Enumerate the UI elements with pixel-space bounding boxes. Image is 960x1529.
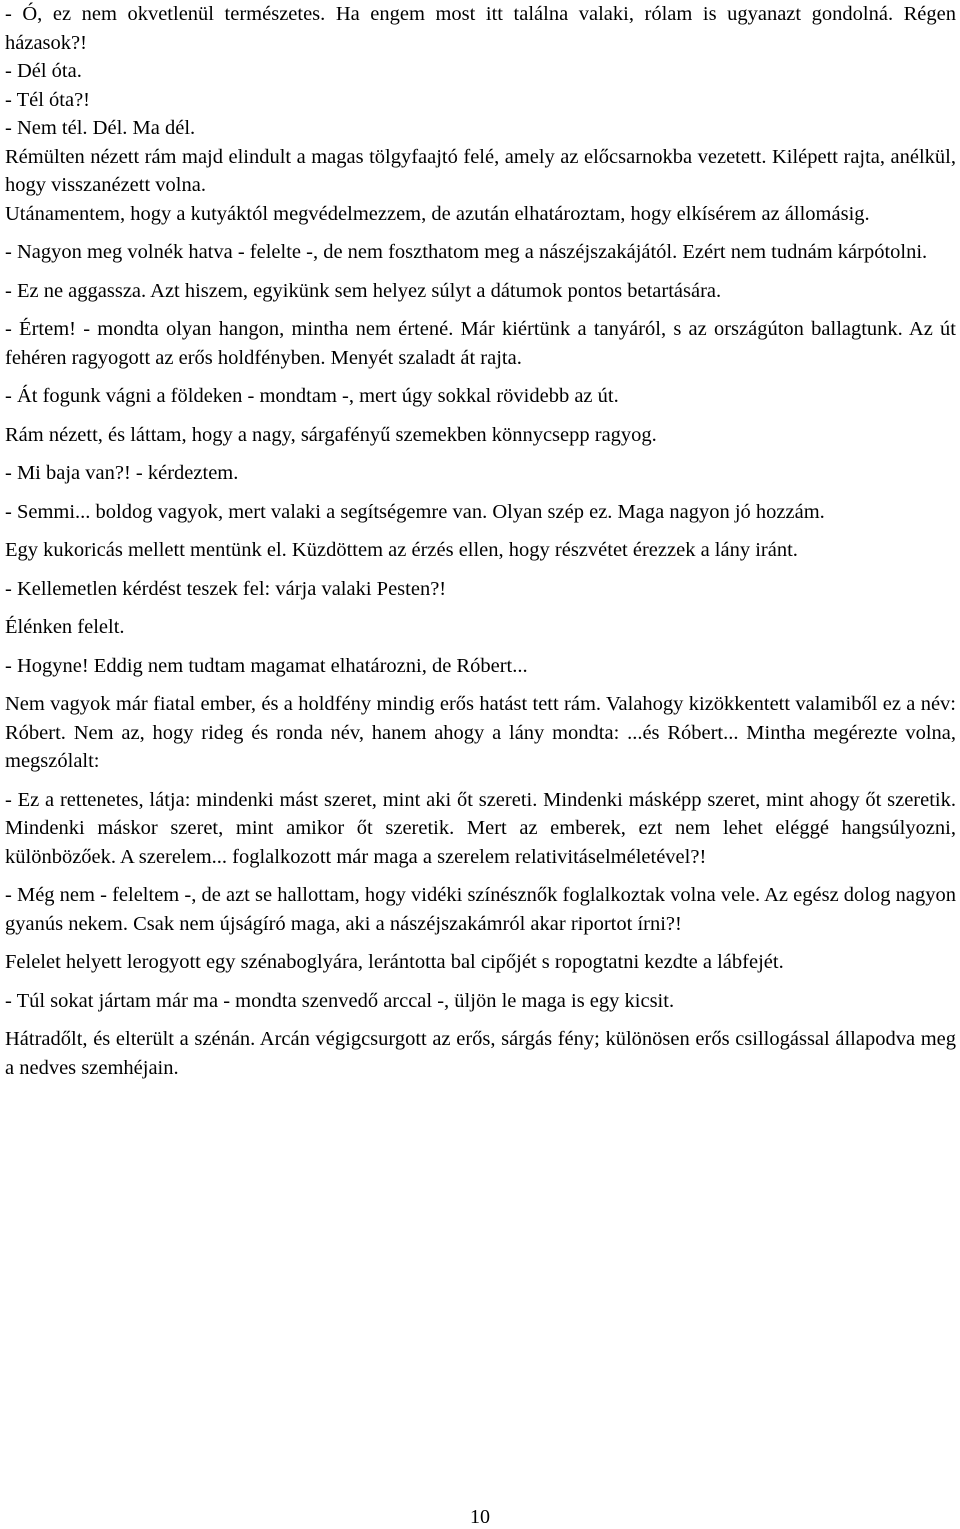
paragraph: Egy kukoricás mellett mentünk el. Küzdöttem az érzés ellen, hogy részvétet érezzek a lány iránt. xyxy=(5,539,798,561)
paragraph: - Semmi... boldog vagyok, mert valaki a segítségemre van. Olyan szép ez. Maga nagyon jó hozzám. xyxy=(5,500,825,523)
paragraph: Utánamentem, hogy a kutyáktól megvédelmezzem, de azután elhatároztam, hogy elkísérem az állomásig. xyxy=(5,202,870,225)
paragraph: Hátradőlt, és elterült a szénán. Arcán végigcsurgott az erős, sárgás fény; különösen erős csillogással állapodva meg a nedves szemhéjain. xyxy=(5,1028,956,1079)
paragraph: - Nem tél. Dél. Ma dél. xyxy=(5,117,196,139)
paragraph: - Ez a rettenetes, látja: mindenki mást szeret, mint aki őt szereti. Mindenki másképp szeret, mint ahogy őt szeretik. Mindenki máskor szeret, mint amikor őt szeretik. Mert az emberek, ezt nem lehet eléggé hangsúlyozni, különbözőek. A szerelem... foglalkozott már maga a szerelem relativitáselméletével?! xyxy=(5,788,956,868)
paragraph: Nem vagyok már fiatal ember, és a holdfény mindig erős hatást tett rám. Valahogy kizökkentett valamiből ez a név: Róbert. Nem az, hogy rideg és ronda név, hanem ahogy a lány mondta: ...és Róbert... Mintha megérezte volna, megszólalt: xyxy=(5,693,956,772)
paragraph: - Mi baja van?! - kérdeztem. xyxy=(5,462,239,484)
paragraph: - Túl sokat jártam már ma - mondta szenvedő arccal -, üljön le maga is egy kicsit. xyxy=(5,989,675,1012)
paragraph: - Nagyon meg volnék hatva - felelte -, de nem foszthatom meg a nászéjszakájától. Ezért nem tudnám kárpótolni. xyxy=(5,241,928,263)
paragraph: Rémülten nézett rám majd elindult a magas tölgyfaajtó felé, amely az előcsarnokba vezetett. Kilépett rajta, anélkül, hogy visszanézett volna. xyxy=(5,145,956,196)
paragraph: - Kellemetlen kérdést teszek fel: várja valaki Pesten?! xyxy=(5,577,447,600)
paragraph: Felelet helyett lerogyott egy szénaboglyára, lerántotta bal cipőjét s ropogtatni kezdte a lábfejét. xyxy=(5,951,784,973)
paragraph: - Dél óta. xyxy=(5,60,82,82)
paragraph: - Tél óta?! xyxy=(5,88,90,111)
page-number: 10 xyxy=(470,1506,490,1528)
paragraph: Rám nézett, és láttam, hogy a nagy, sárgafényű szemekben könnycsepp ragyog. xyxy=(5,423,657,446)
paragraph: - Értem! - mondta olyan hangon, mintha nem értené. Már kiértünk a tanyáról, s az országúton ballagtunk. Az út fehéren ragyogott az erős holdfényben. Menyét szaladt át rajta. xyxy=(5,318,956,369)
paragraph: - Hogyne! Eddig nem tudtam magamat elhatározni, de Róbert... xyxy=(5,654,528,677)
paragraph: Élénken felelt. xyxy=(5,616,125,638)
paragraph: - Át fogunk vágni a földeken - mondtam -, mert úgy sokkal rövidebb az út. xyxy=(5,385,619,407)
document-page xyxy=(5,0,956,1092)
paragraph: - Ó, ez nem okvetlenül természetes. Ha engem most itt találna valaki, rólam is ugyanazt gondolná. Régen házasok?! xyxy=(5,3,956,54)
paragraph: - Még nem - feleltem -, de azt se hallottam, hogy vidéki színésznők foglalkoztak volna vele. Az egész dolog nagyon gyanús nekem. Csak nem újságíró maga, aki a nászéjszakámról akar riportot írni?! xyxy=(5,884,956,935)
paragraph: - Ez ne aggassza. Azt hiszem, egyikünk sem helyez súlyt a dátumok pontos betartására. xyxy=(5,279,722,302)
